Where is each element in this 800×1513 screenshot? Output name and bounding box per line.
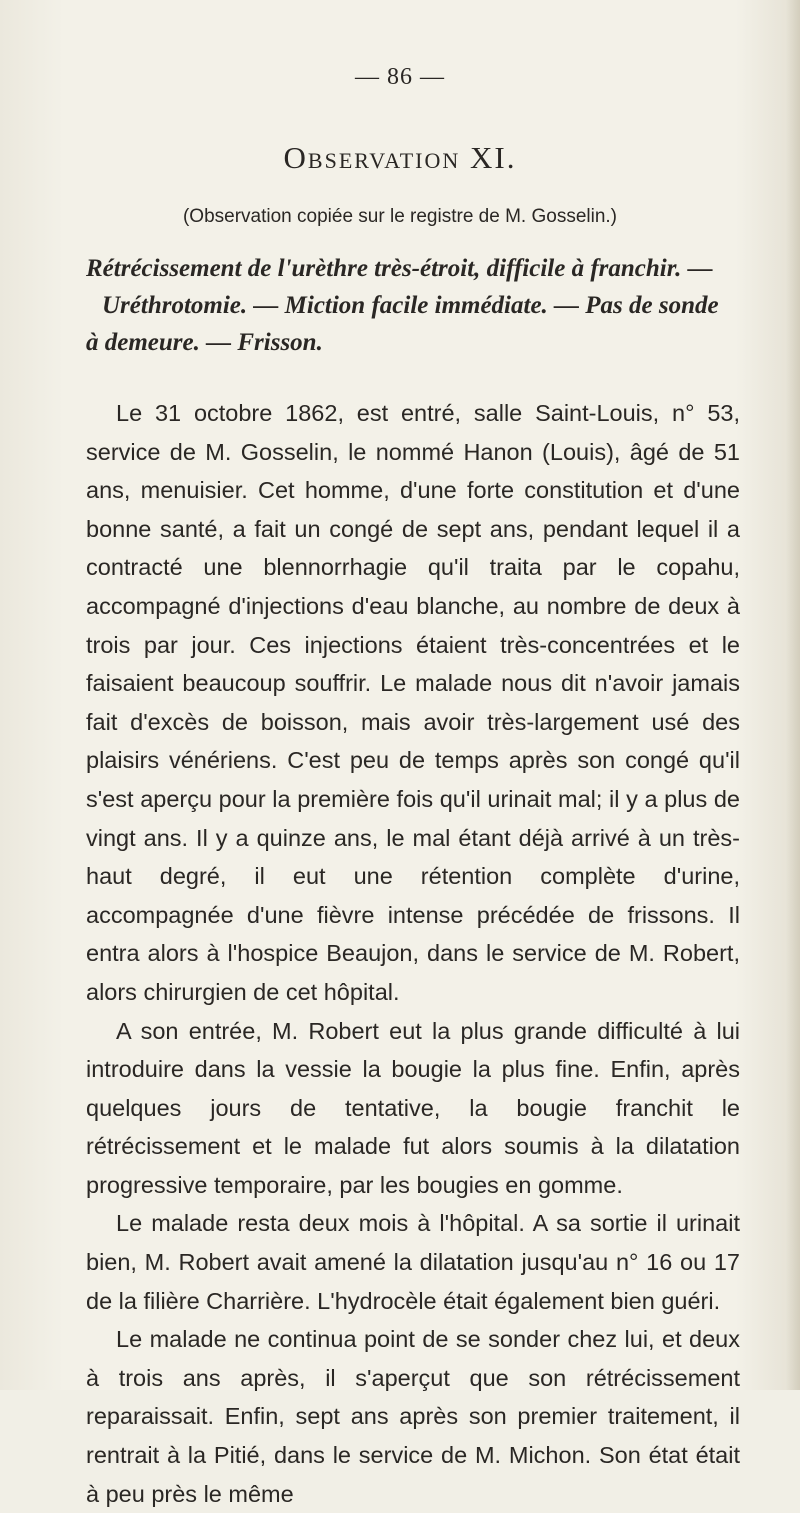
summary-line: Rétrécissement de l'urèthre très-étroit, difficile à franchir. — xyxy=(86,255,713,282)
paragraph: Le malade ne continua point de se sonder chez lui, et deux à trois ans après, il s'aperçut que son rétrécissement reparaissait. Enfin, sept ans après son premier traitement, il rentrait à la Pitié, dans le service de M. Michon. Son état était à peu près le même xyxy=(86,1326,740,1507)
observation-title: Observation XI. xyxy=(283,140,517,175)
paragraph: Le 31 octobre 1862, est entré, salle Saint-Louis, n° 53, service de M. Gosselin, le nommé Hanon (Louis), âgé de 51 ans, menuisier. Cet homme, d'une forte constitution et d'une bonne santé, a fait un congé de sept ans, pendant lequel il a contracté une blennorrhagie qu'il traita par le copahu, accompagné d'injections d'eau blanche, au nombre de deux à trois par jour. Ces injections étaient très-concentrées et le faisaient beaucoup souffrir. Le malade nous dit n'avoir jamais fait d'excès de boisson, mais avoir très-largement usé des plaisirs vénériens. C'est peu de temps après son congé qu'il s'est aperçu pour la première fois qu'il urinait mal; il y a plus de vingt ans. Il y a quinze ans, le mal étant déjà arrivé à un très-haut degré, il eut une rétention complète d'urine, accompagnée d'une fièvre intense précédée de frissons. Il entra alors à l'hospice Beaujon, dans le service de M. Robert, alors chirurgien de cet hôpital. xyxy=(86,400,740,1005)
summary-line: Uréthrotomie. — Miction facile immédiate. — Pas de sonde xyxy=(102,292,719,319)
page-number: — 86 — xyxy=(355,64,445,90)
paragraph: A son entrée, M. Robert eut la plus grande difficulté à lui introduire dans la vessie la bougie la plus fine. Enfin, après quelques jours de tentative, la bougie franchit le rétrécissement et le malade fut alors soumis à la dilatation progressive temporaire, par les bougies en gomme. xyxy=(86,1017,740,1198)
summary-line: à demeure. — Frisson. xyxy=(86,329,323,356)
paragraph: Le malade resta deux mois à l'hôpital. A sa sortie il urinait bien, M. Robert avait amené la dilatation jusqu'au n° 16 ou 17 de la filière Charrière. L'hydrocèle était également bien guéri. xyxy=(86,1210,740,1314)
case-narrative xyxy=(86,394,740,1513)
observation-source: (Observation copiée sur le registre de M. Gosselin.) xyxy=(182,206,617,227)
case-summary xyxy=(86,250,740,361)
